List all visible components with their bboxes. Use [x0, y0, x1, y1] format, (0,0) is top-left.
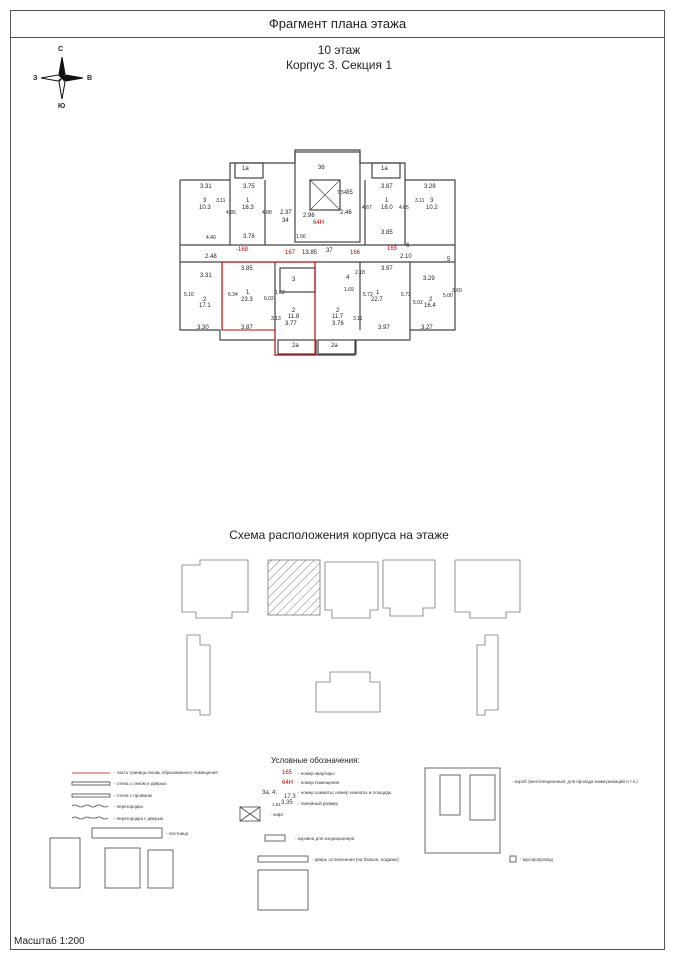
room-label: 17.1 — [199, 303, 211, 309]
room-label: 3.29 — [423, 276, 435, 282]
room-label: 2 — [292, 308, 296, 314]
room-label: 11.7 — [332, 314, 344, 320]
room-label: 3.85 — [381, 230, 393, 236]
scheme-title: Схема расположения корпуса на этаже — [229, 528, 449, 542]
room-label: 1.56 — [296, 234, 306, 240]
room-label: 10.2 — [426, 205, 438, 211]
room-label: 3 — [203, 198, 207, 204]
room-label: 1.62 — [275, 290, 285, 296]
sheet-title: Фрагмент плана этажа — [10, 10, 665, 38]
legend-sample: 3а; 4; — [262, 790, 278, 796]
room-label: 10.3 — [199, 205, 211, 211]
room-label: 4.85 — [226, 210, 236, 216]
legend-item: - линейный размер — [298, 801, 338, 806]
room-label: 16.4 — [424, 303, 436, 309]
room-label: 2.37 — [280, 210, 292, 216]
room-label: 2а — [292, 343, 299, 349]
room-label: 3 — [292, 277, 296, 283]
room-label: 3.11 — [353, 316, 363, 322]
legend-item: - часть границы вновь образованного помещения — [114, 770, 218, 775]
legend-sample: 64Н — [282, 780, 294, 786]
room-label: 18.3 — [242, 205, 254, 211]
room-label: 3.13 — [271, 316, 281, 322]
room-label: 1.69 — [344, 287, 354, 293]
room-label: 34 — [282, 218, 289, 224]
legend-item: - стена с окном и дверью — [114, 781, 167, 786]
room-label: 3 — [430, 198, 434, 204]
room-label: 5.02 — [413, 300, 423, 306]
legend-item: - дверь остекленная (на балкон, лоджию) — [312, 857, 399, 862]
legend-sample: 17.3 — [284, 794, 296, 800]
room-label: 4.67 — [362, 205, 372, 211]
building-section-label: Корпус 3. Секция 1 — [285, 58, 393, 72]
legend-item: - мусоропровод — [520, 857, 553, 862]
compass-east-label: В — [87, 75, 93, 82]
room-label: 1а — [242, 166, 249, 172]
legend-item: - лестница — [166, 831, 189, 836]
legend-item: - перегородка с дверью — [114, 816, 164, 821]
room-label: 37 — [326, 248, 333, 254]
room-label: 1 — [246, 290, 250, 296]
apartment-number: 165 — [387, 246, 398, 252]
legend-item: - короб (вентиляционный; для прохода коммуникаций и т.п.) — [512, 779, 638, 784]
room-label: 22.7 — [371, 297, 383, 303]
room-label: 4.65 — [399, 205, 409, 211]
room-label: 3.27 — [421, 325, 433, 331]
room-label: 1 — [246, 198, 250, 204]
floor-label: 10 этаж — [317, 43, 361, 57]
room-label: 5.00 — [443, 293, 453, 299]
room-label: 7.54 — [337, 190, 347, 196]
room-label: 2а — [331, 343, 338, 349]
apartment-number: 166 — [350, 250, 361, 256]
apartment-number: 167 — [285, 250, 296, 256]
room-label: 2 — [336, 308, 340, 314]
room-label: 5 — [447, 257, 451, 263]
room-label: 2.96 — [303, 213, 315, 219]
room-label: 2.48 — [205, 254, 217, 260]
room-label: 2.18 — [355, 270, 365, 276]
room-label: 2 — [429, 297, 433, 303]
room-label: 23.3 — [241, 297, 253, 303]
room-label: 4.40 — [206, 235, 216, 241]
room-label: 4 — [346, 275, 350, 281]
room-label: 18.0 — [381, 205, 393, 211]
room-label: 1 — [376, 290, 380, 296]
room-label: 3.75 — [243, 184, 255, 190]
legend-sample: 165 — [282, 770, 293, 776]
room-label: 35 — [346, 190, 353, 196]
legend-item: - перегородка — [114, 804, 143, 809]
room-label: 11.8 — [288, 314, 300, 320]
room-label: 4.88 — [262, 210, 272, 216]
room-label: 3.87 — [241, 325, 253, 331]
room-label: 1 — [385, 198, 389, 204]
room-label: 36 — [318, 165, 325, 171]
room-label: 2 — [203, 297, 207, 303]
room-label: 3.31 — [200, 273, 212, 279]
room-label: 3.97 — [381, 266, 393, 272]
legend-item: - номер комнаты; номер комнаты и площадь — [298, 790, 392, 795]
room-label: 3.85 — [241, 266, 253, 272]
room-label: 5.16 — [184, 292, 194, 298]
legend-item: - стена с проёмом — [114, 793, 152, 798]
room-label: 3.97 — [378, 325, 390, 331]
room-label: 2.46 — [340, 210, 352, 216]
room-label: 6.34 — [228, 292, 238, 298]
legend-title: Условные обозначения: — [271, 756, 360, 765]
room-label: 3.30 — [197, 325, 209, 331]
room-label: 3.87 — [381, 184, 393, 190]
room-label: 6 — [406, 243, 410, 249]
premise-number: 64Н — [313, 220, 325, 226]
scale-label: Масштаб 1:200 — [14, 936, 85, 947]
room-label: 3.28 — [424, 184, 436, 190]
room-label: 1а — [381, 166, 388, 172]
room-label: 2.10 — [400, 254, 412, 260]
room-label: 13.85 — [302, 250, 318, 256]
room-label: 5.72 — [363, 292, 373, 298]
room-label: 3.31 — [200, 184, 212, 190]
legend-item: - номер помещения — [298, 780, 340, 785]
legend-item: - лифт — [270, 812, 284, 817]
legend-item: - корзина для кондиционера — [295, 836, 355, 841]
compass-north-label: С — [58, 46, 64, 53]
room-label: 5.73 — [401, 292, 411, 298]
room-label: 6.02 — [264, 296, 274, 302]
room-label: 3.60 — [452, 288, 462, 294]
legend-item: - номер квартиры — [298, 771, 335, 776]
apartment-number: -168 — [236, 247, 249, 253]
room-label: 3.77 — [285, 321, 297, 327]
compass-west-label: З — [33, 75, 38, 82]
room-label: 3.78 — [243, 234, 255, 240]
compass-south-label: Ю — [58, 103, 66, 110]
room-label: 3.76 — [332, 321, 344, 327]
room-label: 3.11 — [415, 198, 425, 204]
legend-sample: 3.35 — [281, 800, 293, 806]
room-label: 3.11 — [216, 198, 226, 204]
legend-sample: 1.61 — [272, 802, 281, 807]
